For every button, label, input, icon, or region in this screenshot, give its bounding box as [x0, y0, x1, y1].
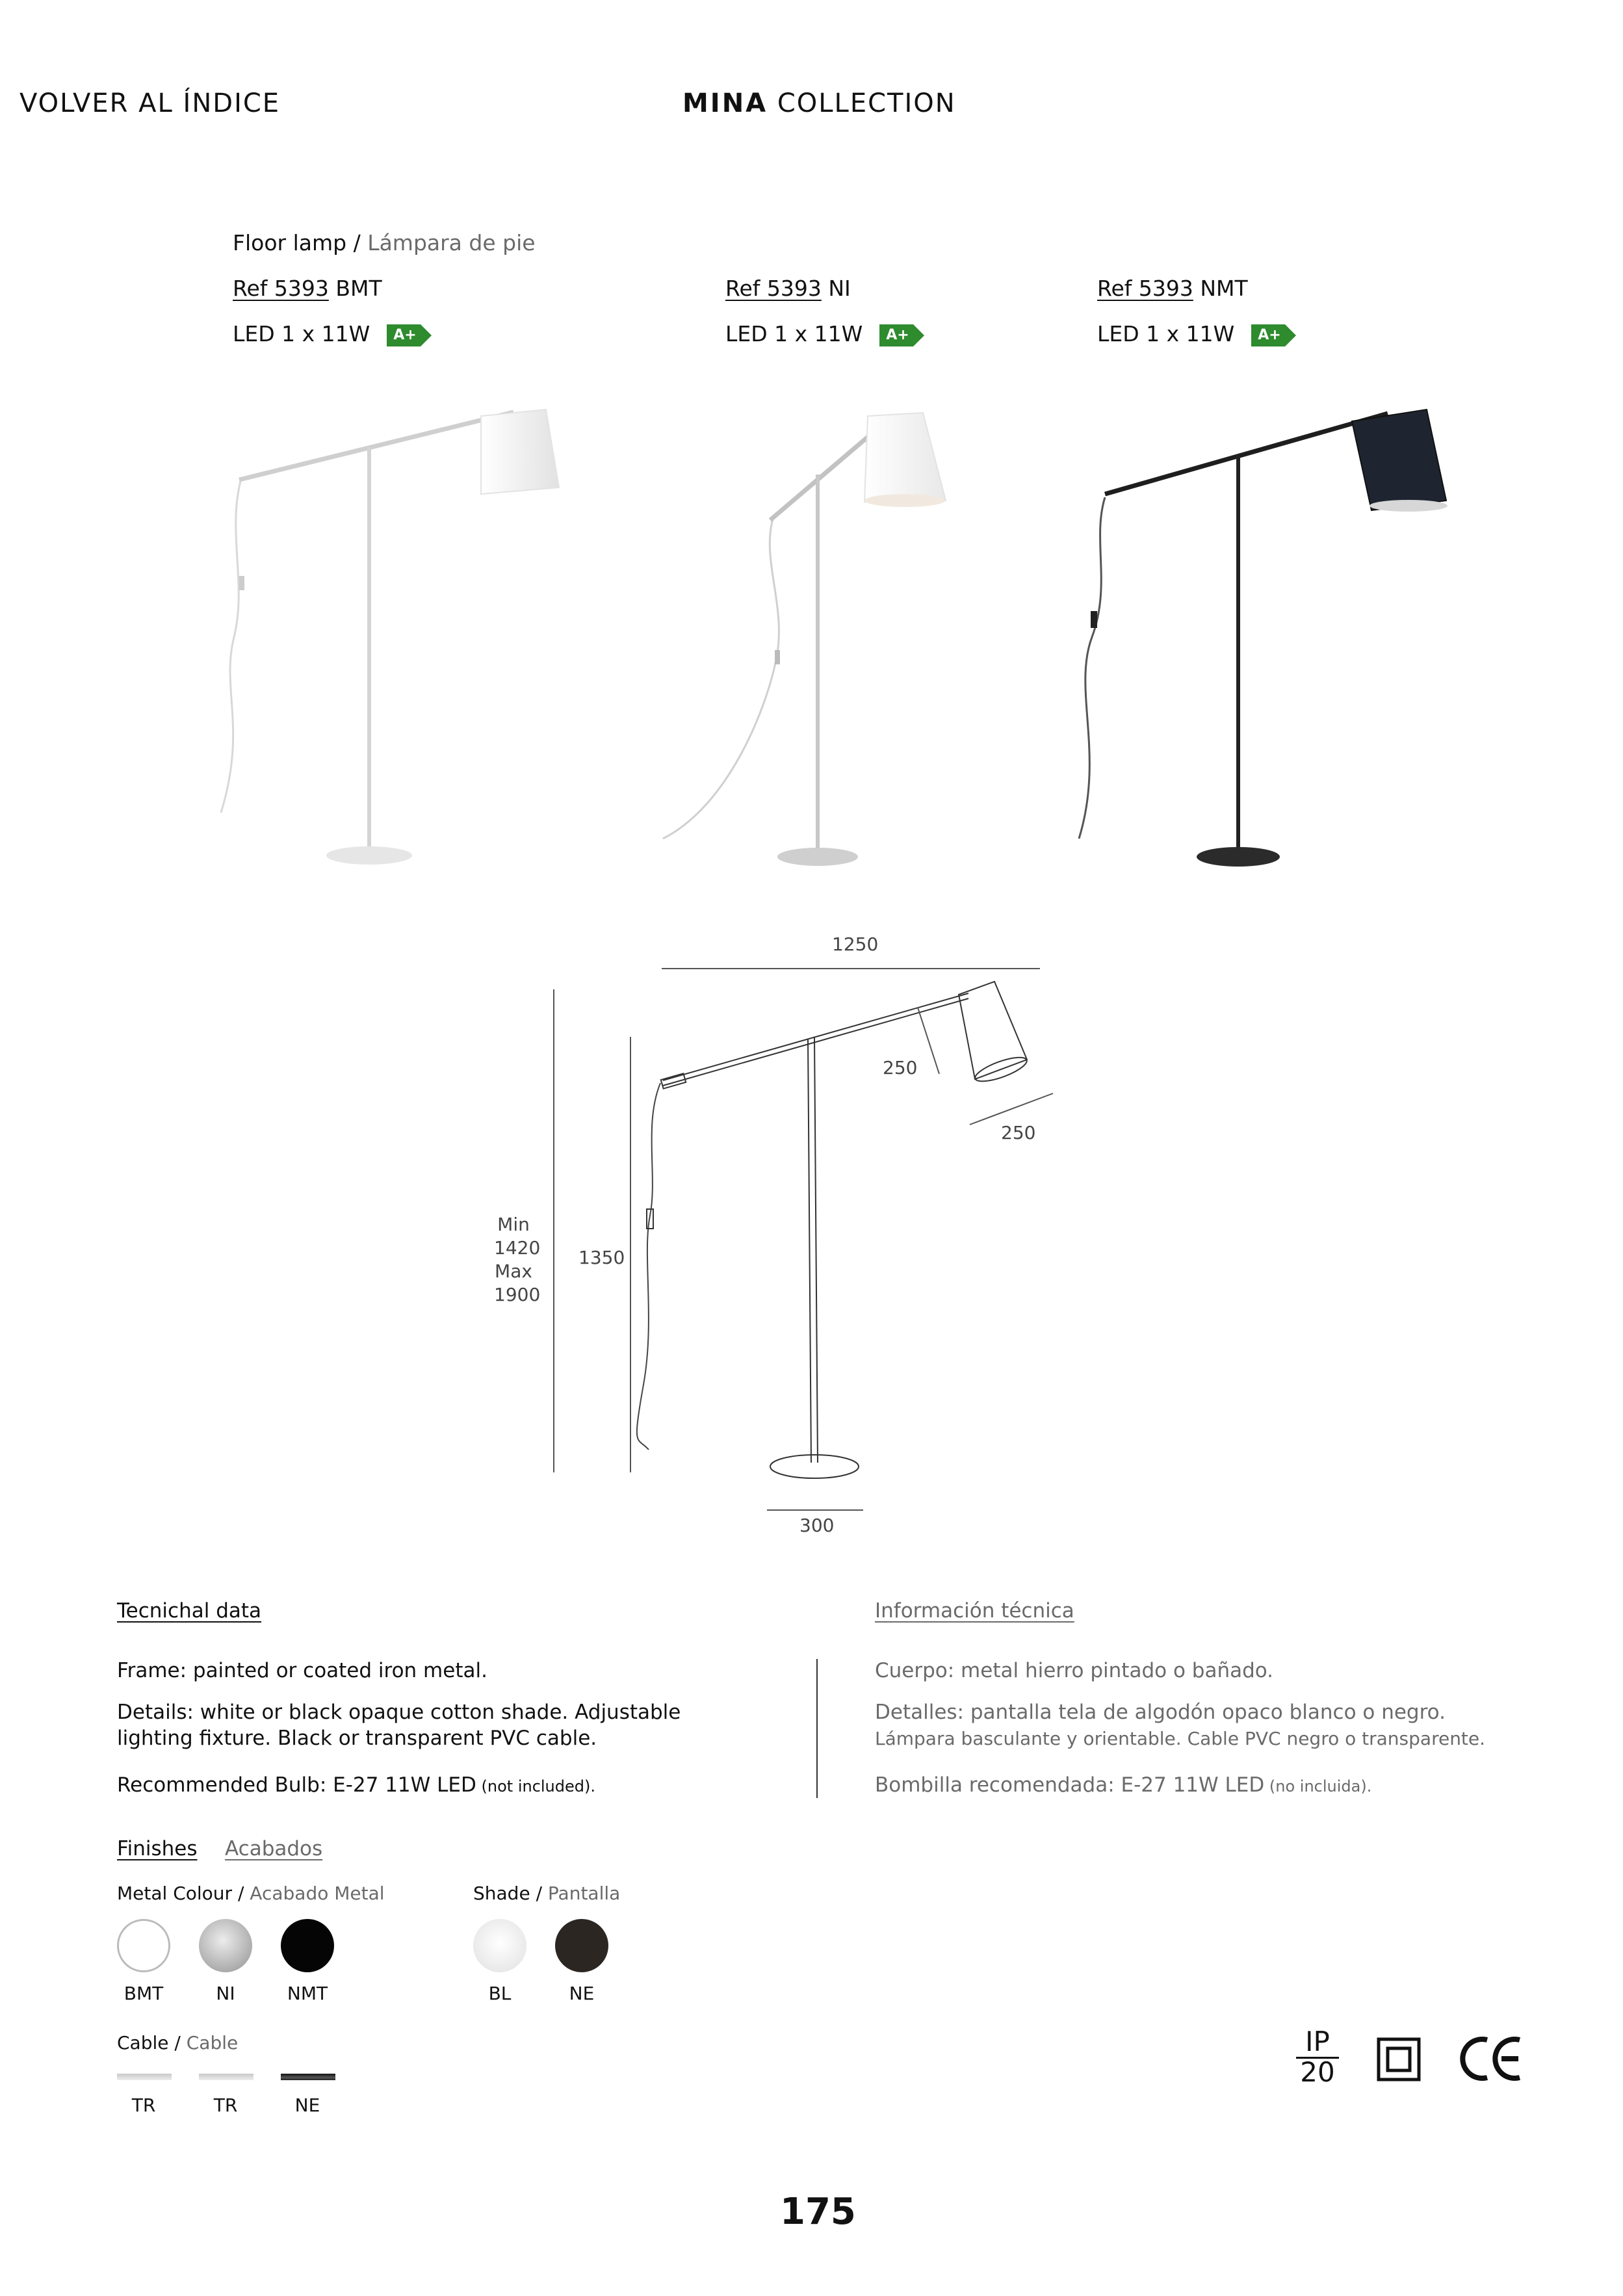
swatch-metal-nmt[interactable] — [281, 1919, 334, 1972]
tech-details-en-2: lighting fixture. Black or transparent PVC cable. — [117, 1727, 597, 1750]
swatch-metal-ni[interactable] — [199, 1919, 252, 1972]
swatch-shade-ne[interactable] — [555, 1919, 608, 1972]
finishes-heading-es[interactable]: Acabados — [225, 1837, 323, 1860]
ce-mark-icon — [1459, 2035, 1524, 2083]
dim-shade-diameter: 250 — [1001, 1122, 1036, 1143]
product-type: Floor lamp / Lámpara de pie — [233, 230, 536, 255]
technical-heading-en[interactable]: Tecnichal data — [117, 1599, 262, 1623]
page-number: 175 — [780, 2191, 856, 2233]
energy-badge: A+ — [1251, 324, 1284, 346]
tech-details-es-2: Lámpara basculante y orientable. Cable PVC negro o transparente. — [875, 1728, 1486, 1749]
dimension-drawing — [481, 930, 1092, 1554]
finishes-heading-en[interactable]: Finishes — [117, 1837, 198, 1860]
ref-link[interactable]: Ref 5393 — [725, 276, 822, 301]
swatch-label: NI — [216, 1983, 235, 2004]
double-insulation-icon — [1377, 2037, 1421, 2081]
swatch-label: BL — [488, 1983, 512, 2004]
swatch-metal-bmt[interactable] — [117, 1919, 170, 1972]
cable-label: Cable / Cable — [117, 2032, 239, 2054]
swatch-cable-tr[interactable] — [199, 2074, 253, 2080]
tech-bulb-es: Bombilla recomendada: E-27 11W LED (no incluida). — [875, 1773, 1372, 1797]
ref-link[interactable]: Ref 5393 — [1097, 276, 1193, 301]
variant-ref-nmt: Ref 5393 NMT — [1097, 276, 1248, 301]
lamp-photo-bmt — [208, 390, 598, 871]
ip-rating-icon: IP 20 — [1296, 2028, 1339, 2086]
tech-bulb-en: Recommended Bulb: E-27 11W LED (not included). — [117, 1773, 595, 1797]
swatch-cable-ne[interactable] — [281, 2074, 335, 2080]
variant-ref-bmt: Ref 5393 BMT — [233, 276, 382, 301]
column-divider — [816, 1659, 818, 1798]
swatch-label: TR — [213, 2094, 238, 2116]
tech-frame-en: Frame: painted or coated iron metal. — [117, 1659, 487, 1682]
energy-badge: A+ — [879, 324, 913, 346]
tech-frame-es: Cuerpo: metal hierro pintado o bañado. — [875, 1659, 1274, 1682]
back-to-index-link[interactable]: VOLVER AL ÍNDICE — [19, 88, 281, 118]
swatch-label: NE — [569, 1983, 595, 2004]
collection-title: MINA COLLECTION — [682, 88, 956, 118]
swatch-label: NMT — [287, 1983, 328, 2004]
variant-led-nmt: LED 1 x 11W A+ — [1097, 321, 1285, 346]
tech-details-en-1: Details: white or black opaque cotton shade. Adjustable — [117, 1701, 681, 1724]
variant-led-bmt: LED 1 x 11W A+ — [233, 321, 421, 346]
ref-link[interactable]: Ref 5393 — [233, 276, 329, 301]
variant-ref-ni: Ref 5393 NI — [725, 276, 851, 301]
dim-height-fixed: 1350 — [578, 1247, 625, 1268]
dim-height-range: Min 1420 Max 1900 — [494, 1214, 541, 1305]
metal-colour-label: Metal Colour / Acabado Metal — [117, 1883, 385, 1904]
variant-led-ni: LED 1 x 11W A+ — [725, 321, 913, 346]
shade-label: Shade / Pantalla — [473, 1883, 621, 1904]
swatch-label: TR — [131, 2094, 156, 2116]
dim-width: 1250 — [832, 933, 879, 955]
swatch-cable-tr[interactable] — [117, 2074, 172, 2080]
dim-shade-height: 250 — [883, 1057, 918, 1078]
energy-badge: A+ — [387, 324, 420, 346]
swatch-label: NE — [294, 2094, 320, 2116]
technical-heading-es[interactable]: Información técnica — [875, 1599, 1074, 1623]
tech-details-es-1: Detalles: pantalla tela de algodón opaco blanco o negro. — [875, 1701, 1446, 1724]
lamp-photo-ni — [650, 390, 1014, 871]
swatch-label: BMT — [123, 1983, 164, 2004]
swatch-shade-bl[interactable] — [473, 1919, 526, 1972]
dim-base: 300 — [799, 1515, 835, 1536]
lamp-photo-nmt — [1066, 390, 1469, 871]
